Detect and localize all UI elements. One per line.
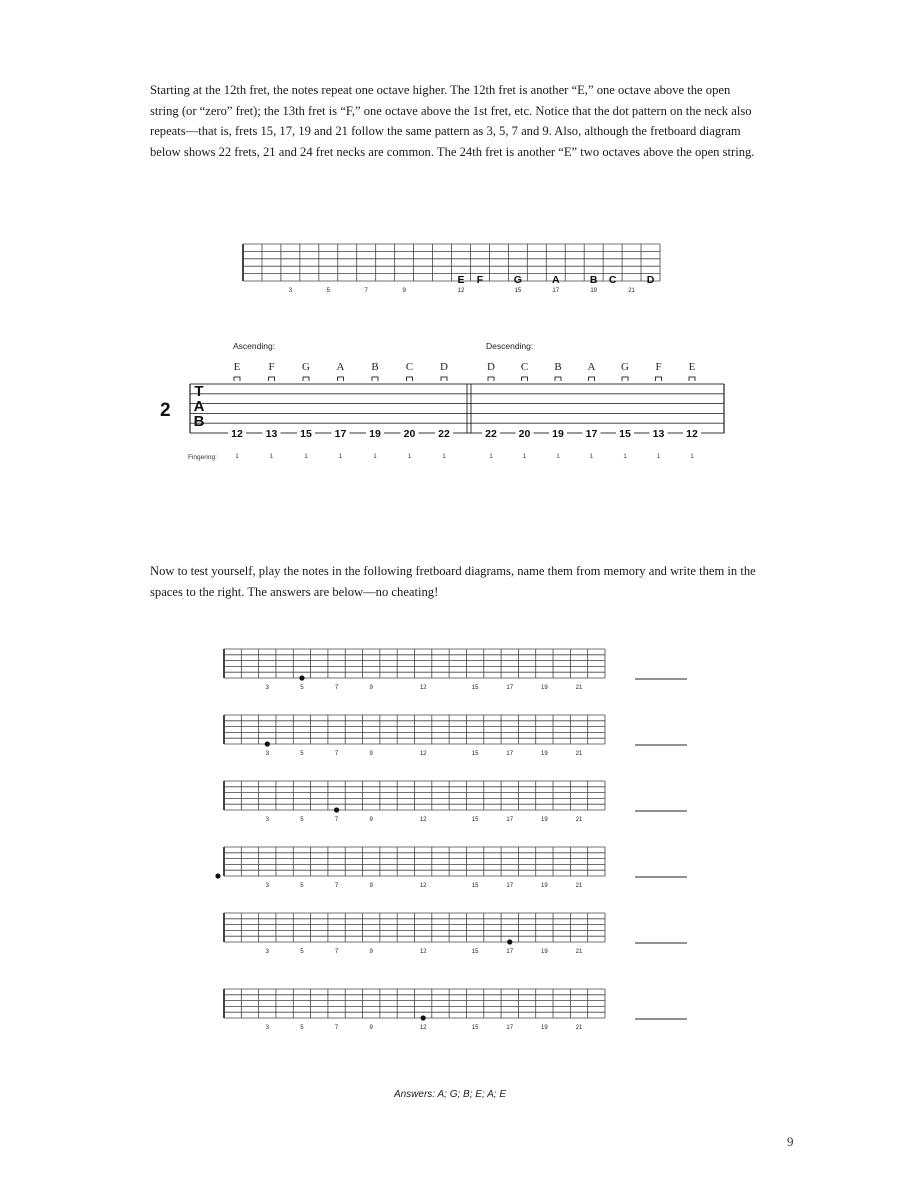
finger-number: 1	[623, 454, 627, 460]
finger-number: 1	[304, 454, 308, 460]
fret-number-label: 7	[334, 817, 339, 823]
fret-number-label: 21	[575, 817, 583, 823]
intro-paragraph: Starting at the 12th fret, the notes repeat one octave higher. The 12th fret is another “E,” one octave above the open string (or “zero” fret); the 13th fret is “F,” one octave above the 1st fret, etc. Notice that the dot pattern on the neck also repeats—that is, frets 15, 17, 19 and 21 follow the same pattern as 3, 5, 7 and 9. Also, although the fretboard diagram below shows 22 frets, 21 and 24 fret necks are common. The 24th fret is another “E” two octaves above the open string.	[150, 83, 755, 159]
fret-number-label: 3	[265, 883, 269, 889]
tab-clef-letter: A	[193, 398, 205, 415]
exercise-note-name: F	[268, 361, 275, 373]
fret-number-label: 12	[419, 1025, 427, 1031]
tab-fret-number: 13	[652, 428, 665, 440]
fret-number-label: 19	[590, 288, 598, 294]
tab-fret-number: 12	[231, 428, 243, 440]
fret-number-label: 3	[265, 1025, 269, 1031]
fret-number-label: 7	[334, 751, 339, 757]
exercise-note-name: D	[440, 361, 448, 373]
tab-fret-number: 13	[265, 428, 278, 440]
fret-number-label: 12	[419, 751, 427, 757]
quiz-fretboard	[224, 989, 605, 1031]
finger-number: 1	[235, 454, 239, 460]
tab-clef-letter: B	[193, 413, 205, 430]
fret-note-label: F	[476, 274, 484, 286]
fret-number-label: 5	[300, 883, 304, 889]
quiz-fretboard	[224, 781, 605, 823]
finger-number: 1	[522, 454, 527, 460]
tab-fret-number: 19	[552, 428, 564, 440]
finger-number: 1	[556, 454, 560, 460]
fret-number-label: 15	[471, 949, 479, 955]
fret-note-label: D	[646, 274, 655, 286]
fret-note-label: C	[608, 274, 617, 286]
fret-number-label: 17	[506, 883, 514, 889]
fret-number-label: 17	[506, 817, 514, 823]
descending-label: Descending:	[486, 341, 534, 351]
fret-number-label: 15	[471, 685, 479, 691]
fret-number-label: 19	[541, 883, 548, 889]
finger-number: 1	[589, 454, 594, 460]
exercise-note-name: G	[302, 361, 310, 373]
fret-number-label: 21	[628, 288, 635, 294]
fret-number-label: 3	[265, 751, 269, 757]
fret-number-label: 5	[300, 817, 304, 823]
exercise-number: 2	[160, 400, 171, 421]
fret-number-label: 17	[552, 288, 560, 294]
fret-number-label: 17	[506, 949, 514, 955]
fingering-label: Fingering:	[188, 454, 217, 461]
exercise-note-name: D	[487, 361, 495, 373]
tab-fret-number: 15	[300, 428, 312, 440]
fret-number-label: 9	[369, 685, 373, 691]
fret-number-label: 19	[541, 1025, 548, 1031]
fret-number-label: 21	[575, 685, 583, 691]
fret-number-label: 9	[402, 288, 406, 294]
exercise-note-name: F	[655, 361, 662, 373]
tab-clef-letter: T	[194, 383, 204, 400]
finger-number: 1	[373, 454, 377, 460]
fret-number-label: 9	[369, 751, 373, 757]
note-dot	[215, 873, 220, 878]
fret-number-label: 19	[541, 685, 548, 691]
exercise-note-name: C	[405, 361, 414, 373]
fret-number-label: 19	[541, 817, 548, 823]
finger-number: 1	[656, 454, 661, 460]
exercise-note-name: A	[336, 361, 345, 373]
tab-fret-number: 19	[369, 428, 381, 440]
fret-note-label: E	[457, 274, 465, 286]
fret-number-label: 3	[265, 817, 269, 823]
tab-fret-number: 17	[334, 428, 347, 440]
fret-number-label: 12	[419, 883, 427, 889]
fret-number-label: 17	[506, 751, 514, 757]
fret-number-label: 9	[369, 817, 373, 823]
page-number: 9	[787, 1134, 794, 1149]
finger-number: 1	[338, 454, 343, 460]
note-dot	[265, 741, 270, 746]
note-dot	[299, 675, 304, 680]
finger-number: 1	[489, 454, 493, 460]
fret-number-label: 17	[506, 685, 514, 691]
fret-number-label: 9	[369, 949, 373, 955]
fret-number-label: 5	[326, 288, 330, 294]
exercise-note-name: E	[688, 361, 696, 373]
fret-number-label: 5	[300, 1025, 304, 1031]
exercise-note-name: B	[554, 361, 562, 373]
fret-number-label: 5	[300, 685, 304, 691]
fret-number-label: 12	[419, 685, 427, 691]
fret-note-label: A	[551, 274, 560, 286]
tab-fret-number: 22	[438, 428, 450, 440]
fret-number-label: 12	[419, 949, 427, 955]
quiz-fretboard	[224, 913, 605, 955]
fret-number-label: 21	[575, 1025, 583, 1031]
note-dot	[334, 807, 339, 812]
tab-fret-number: 20	[403, 428, 416, 440]
exercise-note-name: A	[587, 361, 596, 373]
fret-number-label: 12	[419, 817, 427, 823]
fret-number-label: 9	[369, 1025, 373, 1031]
fret-number-label: 3	[265, 685, 269, 691]
fret-number-label: 21	[575, 751, 583, 757]
fret-number-label: 19	[541, 751, 548, 757]
fret-number-label: 5	[300, 949, 304, 955]
test-yourself-paragraph: Now to test yourself, play the notes in the following fretboard diagrams, name them from memory and write them in the spaces to the right. The answers are below—no cheating!	[150, 564, 756, 599]
fret-number-label: 3	[288, 288, 293, 294]
fret-number-label: 15	[471, 817, 479, 823]
fret-number-label: 15	[514, 288, 522, 294]
tab-fret-number: 20	[518, 428, 531, 440]
tab-fret-number: 15	[619, 428, 631, 440]
fret-number-label: 5	[300, 751, 304, 757]
fret-number-label: 7	[334, 685, 339, 691]
fret-number-label: 15	[471, 1025, 479, 1031]
note-dot	[507, 939, 512, 944]
exercise-note-name: B	[371, 361, 379, 373]
finger-number: 1	[442, 454, 446, 460]
finger-number: 1	[269, 454, 274, 460]
finger-number: 1	[407, 454, 412, 460]
fret-number-label: 15	[471, 883, 479, 889]
quiz-fretboard	[224, 715, 605, 757]
fret-number-label: 21	[575, 949, 583, 955]
ascending-label: Ascending:	[233, 341, 276, 351]
fret-number-label: 15	[471, 751, 479, 757]
quiz-fretboard	[224, 649, 605, 691]
finger-number: 1	[690, 454, 694, 460]
fret-number-label: 7	[334, 1025, 339, 1031]
fret-number-label: 21	[575, 883, 583, 889]
exercise-note-name: E	[233, 361, 241, 373]
fret-number-label: 7	[334, 883, 339, 889]
answers-line: Answers: A; G; B; E; A; E	[393, 1089, 507, 1100]
tab-fret-number: 17	[585, 428, 598, 440]
exercise-note-name: C	[520, 361, 529, 373]
tab-fret-number: 12	[686, 428, 698, 440]
tab-fret-number: 22	[485, 428, 497, 440]
exercise-note-name: G	[621, 361, 629, 373]
fret-number-label: 12	[457, 288, 465, 294]
fret-number-label: 17	[506, 1025, 514, 1031]
quiz-fretboard	[215, 847, 605, 889]
fret-number-label: 3	[265, 949, 269, 955]
fret-number-label: 7	[364, 288, 368, 294]
note-dot	[421, 1015, 426, 1020]
fret-note-label: B	[589, 274, 598, 286]
fret-number-label: 19	[541, 949, 548, 955]
fret-number-label: 7	[334, 949, 339, 955]
fret-note-label: G	[513, 274, 522, 286]
fret-number-label: 9	[369, 883, 373, 889]
